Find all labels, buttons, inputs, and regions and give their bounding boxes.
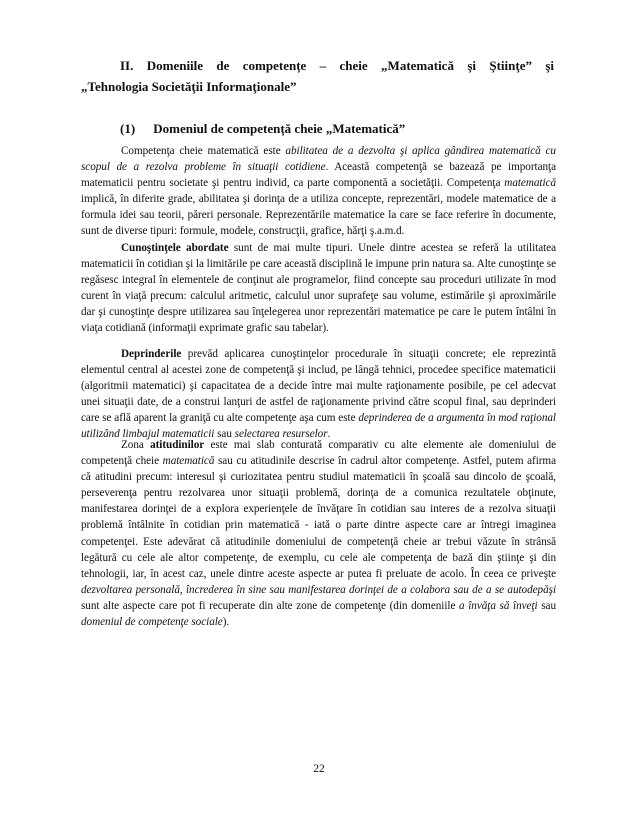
p3-text-2: sau (214, 428, 235, 441)
p4-text-1: Zona (121, 439, 151, 451)
paragraph-competence-definition (81, 143, 556, 240)
section-heading-line2: „Tehnologia Societăţii Informaţionale” (81, 79, 297, 94)
p4-text-5: sau (537, 599, 556, 612)
paragraph-attitudes (81, 437, 556, 630)
p1-text-1: Competenţa cheie matematică este (121, 145, 286, 157)
p1-italic-definition: abilitatea de a dezvolta şi aplica gândirea matematică cu scopul de a rezolva probleme în situaţii cotidiene (81, 145, 556, 174)
page-number: 22 (313, 763, 325, 775)
p3-text-1: prevăd aplicarea cunoştinţelor procedurale în situaţii concrete; ele reprezintă elementul central al acestei zone de competenţă şi includ, pe lângă tehnici, procedee specifice matematicii (algoritmii matematici) şi capacitatea de a decide între mai multe raţionamente posibile, pe cel adecvat unei situaţii date, de a construi lanţuri de astfel de raţionamente privind către scopul final, sau deprinderi care se află aparent la graniţă cu alte competenţe aşa cum este (81, 348, 556, 425)
p3-text-3: . (327, 428, 331, 441)
p2-text: sunt de mai multe tipuri. Unele dintre acestea se referă la utilitatea matematicii în cotidian şi la limitările pe care această disciplină le impune prin natura sa. Alte cunoştinţe se regăsesc integral în elementele de conţinut ale programelor, fiind concepte sau proceduri utilizate în mod curent în viaţă precum: calculul aritmetic, calculul unor suprafeţe sau volume, estimările şi aproximările dar şi cunoştinţe despre utilizarea sau înţelegerea unor reprezentări matematice pe care le putem întâlni în viaţa cotidiană (informaţii exprimate grafic sau tabelar). (81, 242, 556, 335)
p4-italic-3: a învăţa să înveţi (459, 599, 538, 612)
paragraph-skills (81, 346, 556, 443)
p4-text-2: este mai slab conturată comparativ cu alte elemente ale domeniului de competenţă cheie (81, 439, 556, 468)
p4-italic-2: dezvoltarea personală, încrederea în sine sau manifestarea dorinţei de a colabora sau de a se autodepăşi (81, 583, 556, 596)
p4-italic-1: matematică (162, 455, 215, 468)
p1-italic-term: matematică (504, 177, 556, 190)
p4-text-6: ). (222, 616, 230, 629)
p4-text-3: sau cu atitudinile descrise în cadrul altor competenţe. Astfel, putem afirma că atitudini precum: interesul şi curiozitatea pentru studiul matematicii în şcoală sau dincolo de şcoală, perseverenţa pentru rezolvarea unor situaţii problemă, dorinţa de a comunica rezultatele obţinute, manifestarea dorinţei de a explora experienţele de învăţare în cotidian sau interes de a rezolva situaţii problemă întâlnite în cotidian prin matematică - iată o parte dintre aspecte care ar întregi imaginea competenţei. Este adevărat că atitudinile domeniului de competenţă cheie ar trebui văzute în strânsă legătură cu cele ale altor competenţe, de exemplu, cu cele ale competenţa de bază din ştiinţe şi din tehnologii, iar, în acest caz, unele dintre aceste aspecte ar putea fi preluate de acolo. În ceea ce priveşte (81, 455, 556, 580)
paragraph-knowledge (81, 240, 556, 337)
subsection-number: (1) (120, 121, 136, 136)
subsection-heading (120, 120, 560, 138)
subsection-title: Domeniul de competență cheie „Matematică” (153, 121, 406, 136)
p3-bold-term: Deprinderile (121, 348, 182, 360)
p4-text-4: sunt alte aspecte care pot fi recuperate din alte zone de competenţe (din domeniile (81, 599, 460, 612)
p1-text-2: . Această competenţă se bazează pe importanţa matematicii pentru societate şi pentru individ, ca parte componentă a societăţii. Competenţa (81, 161, 556, 190)
p4-bold-term: atitudinilor (150, 439, 205, 451)
section-heading-line1: II. Domeniile de competențe – cheie „Matematică şi Ştiinţe” şi (120, 58, 554, 73)
p3-italic-1: deprinderea de a argumenta în mod raţional utilizând limbajul matematicii (81, 412, 556, 441)
p4-italic-4: domeniul de competenţe sociale (81, 616, 223, 629)
p1-text-3: implică, în diferite grade, abilitatea şi dorinţa de a utiliza concepte, reprezentări, modele matematice de a formula idei sau teorii, păreri personale. Reprezentările matematice la care se face referire în documente, sunt de diverse tipuri: formule, modele, construcţii, grafice, hărţi ş.a.m.d. (81, 193, 556, 238)
p3-italic-2: selectarea resurselor (234, 428, 328, 441)
p2-bold-term: Cunoştinţele abordate (121, 242, 229, 254)
